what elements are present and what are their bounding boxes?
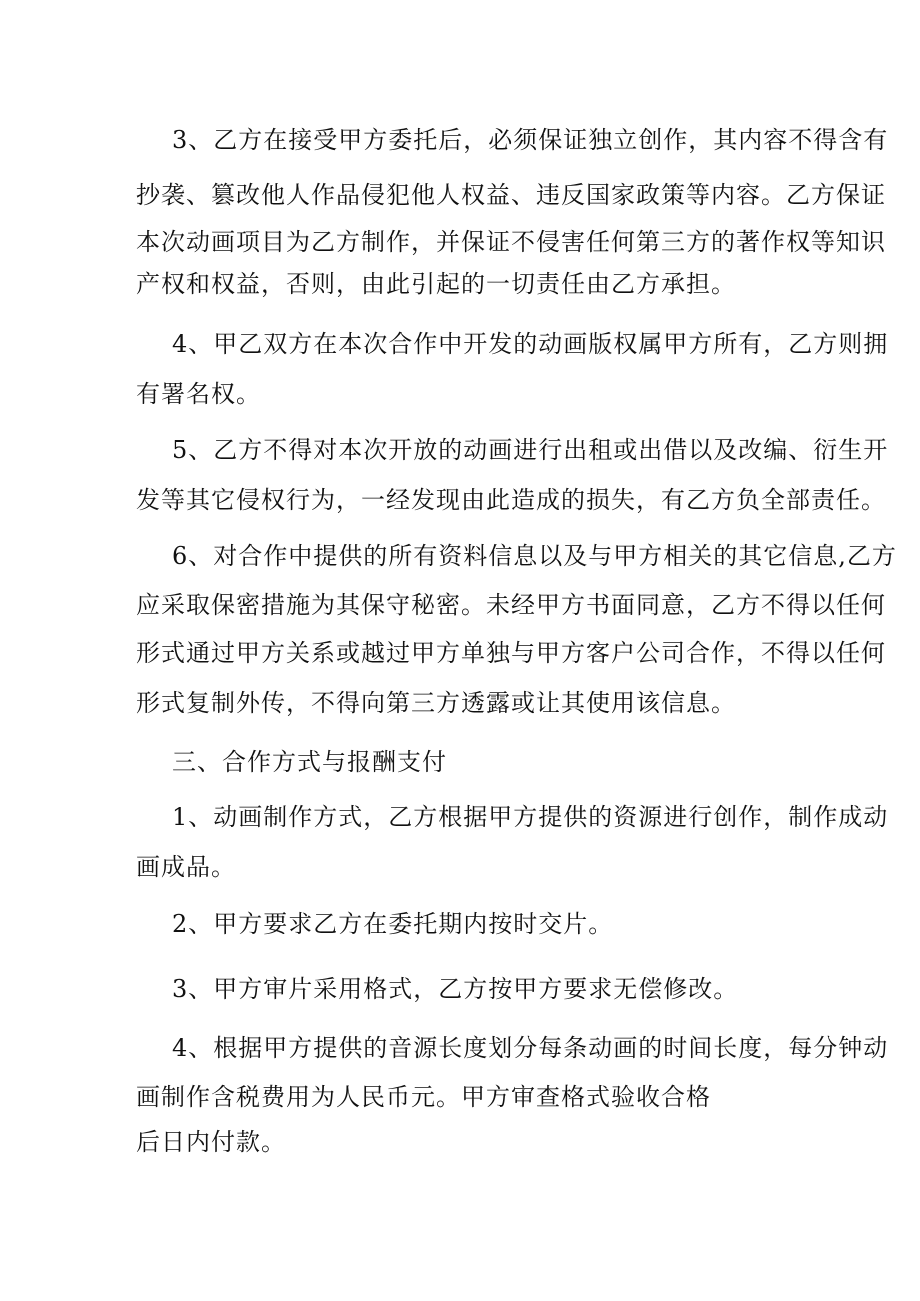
item-3-line-1: 3、甲方审片采用格式，乙方按甲方要求无偿修改。 [172,975,739,1003]
paragraph-5-line-2: 发等其它侵权行为，一经发现由此造成的损失，有乙方负全部责任。 [136,486,886,514]
paragraph-6-line-1: 6、对合作中提供的所有资料信息以及与甲方相关的其它信息,乙方 [172,542,897,570]
paragraph-4-line-1: 4、甲乙双方在本次合作中开发的动画版权属甲方所有，乙方则拥 [172,330,889,358]
item-1-line-1: 1、动画制作方式，乙方根据甲方提供的资源进行创作，制作成动 [172,803,889,831]
paragraph-6-line-4: 形式复制外传，不得向第三方透露或让其使用该信息。 [136,689,736,717]
paragraph-3-line-3: 本次动画项目为乙方制作，并保证不侵害任何第三方的著作权等知识 [136,228,886,256]
item-4-line-1: 4、根据甲方提供的音源长度划分每条动画的时间长度，每分钟动 [172,1034,889,1062]
item-2-line-1: 2、甲方要求乙方在委托期内按时交片。 [172,910,614,938]
paragraph-5-line-1: 5、乙方不得对本次开放的动画进行出租或出借以及改编、衍生开 [172,436,889,464]
paragraph-6-line-2: 应采取保密措施为其保守秘密。未经甲方书面同意，乙方不得以任何 [136,591,886,619]
item-4-line-2: 画制作含税费用为人民币元。甲方审查格式验收合格 [136,1083,711,1111]
paragraph-4-line-2: 有署名权。 [136,380,261,408]
paragraph-3-line-4: 产权和权益，否则，由此引起的一切责任由乙方承担。 [136,270,736,298]
paragraph-3-line-1: 3、乙方在接受甲方委托后，必须保证独立创作，其内容不得含有 [172,126,889,154]
paragraph-6-line-3: 形式通过甲方关系或越过甲方单独与甲方客户公司合作，不得以任何 [136,639,886,667]
paragraph-3-line-2: 抄袭、篡改他人作品侵犯他人权益、违反国家政策等内容。乙方保证 [136,181,886,209]
item-4-line-3: 后日内付款。 [136,1128,286,1156]
section-heading: 三、合作方式与报酬支付 [172,748,447,776]
item-1-line-2: 画成品。 [136,853,236,881]
